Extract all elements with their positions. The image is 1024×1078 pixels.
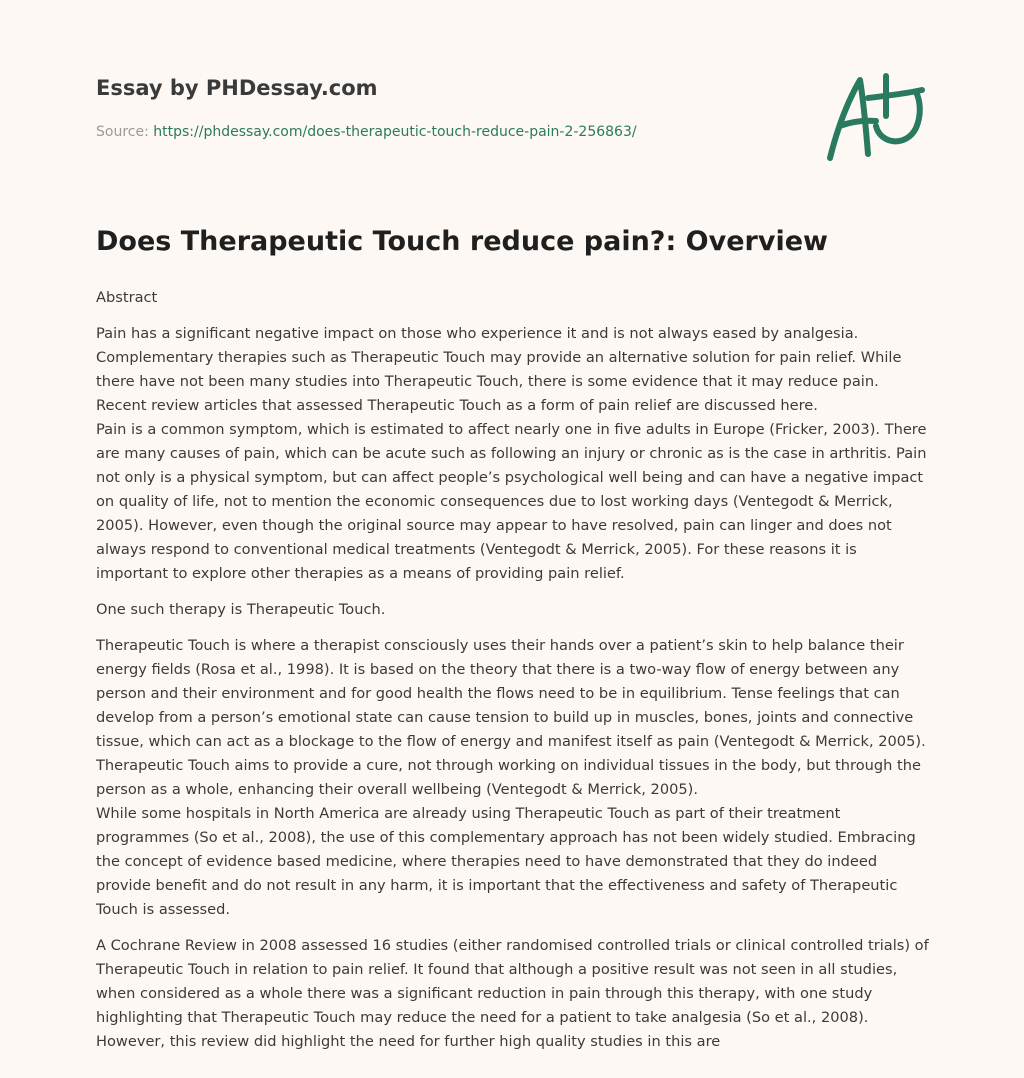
paragraph: Pain is a common symptom, which is estimated to affect nearly one in five adults in Europe (Fricker, 2003). There are many causes of pain, which can be acute such as following an injury or chronic as is the case in arthritis. Pain not only is a physical symptom, but can affect people’s psychological well being and can have a negative impact on quality of life, not to mention the economic consequences due to lost working days (Ventegodt & Merrick, 2005). However, even though the original source may appear to have resolved, pain can linger and does not always respond to conventional medical treatments (Ventegodt & Merrick, 2005). For these reasons it is important to explore other therapies as a means of providing pain relief. <box>96 421 927 582</box>
abstract-heading: Abstract <box>96 289 158 306</box>
paragraph: While some hospitals in North America are already using Therapeutic Touch as part of their treatment programmes (So et al., 2008), the use of this complementary approach has not been widely studied. Embracing the concept of evidence based medicine, where therapies need to have demonstrated that they do indeed provide benefit and do not result in any harm, it is important that the effectiveness and safety of Therapeutic Touch is assessed. <box>96 805 916 918</box>
paragraph: A Cochrane Review in 2008 assessed 16 studies (either randomised controlled trials or clinical controlled trials) of Therapeutic Touch in relation to pain relief. It found that although a positive result was not seen in all studies, when considered as a whole there was a significant reduction in pain through this therapy, with one study highlighting that Therapeutic Touch may reduce the need for a patient to take analgesia (So et al., 2008). However, this review did highlight the need for further high quality studies in this are <box>96 937 929 1050</box>
paragraph: Pain has a significant negative impact on those who experience it and is not always eased by analgesia. Complementary therapies such as Therapeutic Touch may provide an alternative solution for pain relief. While there have not been many studies into Therapeutic Touch, there is some evidence that it may reduce pain. Recent review articles that assessed Therapeutic Touch as a form of pain relief are discussed here. <box>96 325 902 414</box>
paragraph: Therapeutic Touch is where a therapist consciously uses their hands over a patient’s skin to help balance their energy fields (Rosa et al., 1998). It is based on the theory that there is a two-way flow of energy between any person and their environment and for good health the flows need to be in equilibrium. Tense feelings that can develop from a person’s emotional state can cause tension to build up in muscles, bones, joints and connective tissue, which can act as a blockage to the flow of energy and manifest itself as pain (Ventegodt & Merrick, 2005). Therapeutic Touch aims to provide a cure, not through working on individual tissues in the body, but through the person as a whole, enhancing their overall wellbeing (Ventegodt & Merrick, 2005). <box>96 637 926 798</box>
source-link[interactable]: https://phdessay.com/does-therapeutic-touch-reduce-pain-2-256863/ <box>153 124 637 140</box>
source-line <box>96 124 637 140</box>
page-title: Does Therapeutic Touch reduce pain?: Overview <box>96 226 828 257</box>
source-label: Source: <box>96 124 149 140</box>
site-brand: Essay by PHDessay.com <box>96 76 378 100</box>
a-plus-grade-icon <box>820 68 930 164</box>
article-body <box>96 286 932 1054</box>
paragraph: One such therapy is Therapeutic Touch. <box>96 601 386 618</box>
